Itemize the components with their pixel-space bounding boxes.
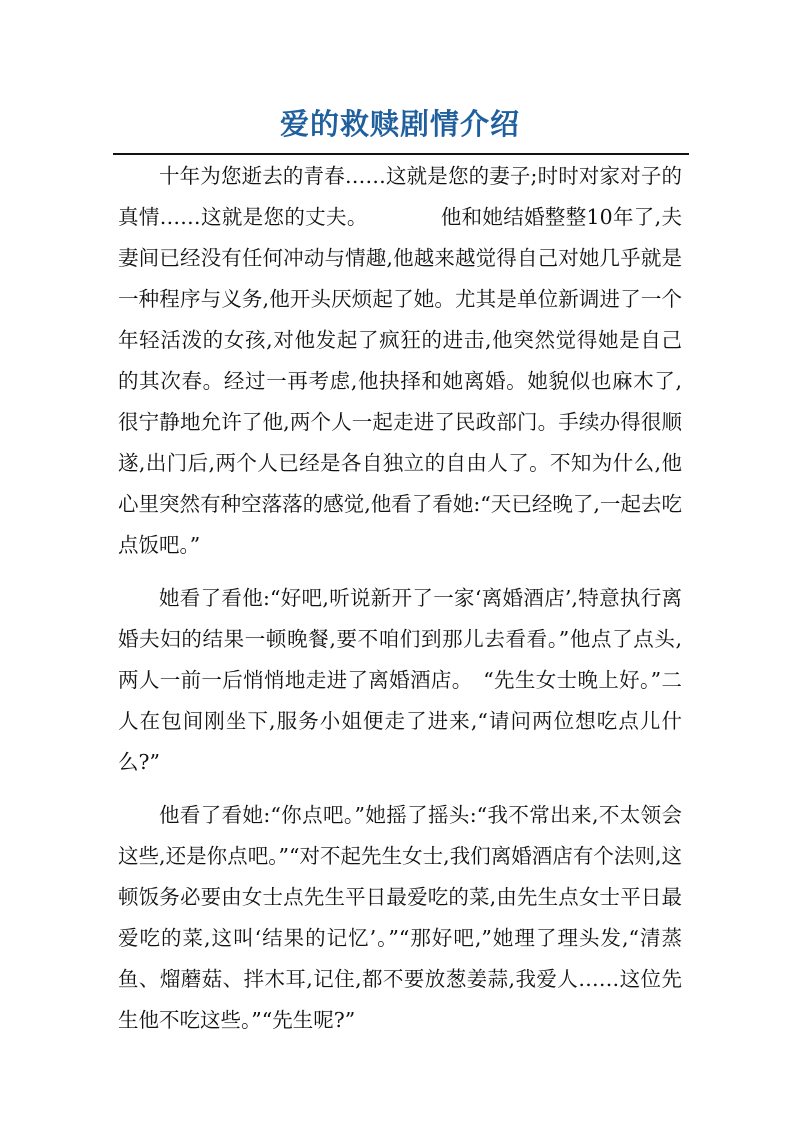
paragraph: 他看了看她:“你点吧。”她摇了摇头:“我不常出来,不太领会这些,还是你点吧。”“对不起先生女士,我们离婚酒店有个法则,这顿饭务必要由女士点先生平日最爱吃的菜,由先生点女士平日最爱吃的菜,这叫‘结果的记忆’。”“那好吧,”她理了理头发,“清蒸鱼、熘蘑菇、拌木耳,记住,都不要放葱姜蒜,我爱人……这位先生他不吃这些。”“先生呢?” — [118, 803, 682, 1032]
paragraph: 十年为您逝去的青春……这就是您的妻子;时时对家对子的真情……这就是您的丈夫。 他和她结婚整整10年了,夫妻间已经没有任何冲动与情趣,他越来越觉得自己对她几乎就是一种程序与义务,他开头厌烦起了她。尤其是单位新调进了一个年轻活泼的女孩,对他发起了疯狂的进击,他突然觉得她是自己的其次春。经过一再考虑,他抉择和她离婚。她貌似也麻木了,很宁静地允许了他,两个人一起走进了民政部门。手续办得很顺遂,出门后,两个人已经是各自独立的自由人了。不知为什么,他心里突然有种空落落的感觉,他看了看她:“天已经晚了,一起去吃点饭吧。” — [118, 164, 682, 557]
paragraph: 她看了看他:“好吧,听说新开了一家‘离婚酒店’,特意执行离婚夫妇的结果一顿晚餐,要不咱们到那儿去看看。”他点了点头,两人一前一后悄悄地走进了离婚酒店。 “先生女士晚上好。”二人在包间刚坐下,服务小姐便走了进来,“请问两位想吃点儿什么?” — [118, 586, 682, 774]
page-title: 爱的救赎剧情介绍 — [279, 107, 520, 141]
article-body — [118, 156, 682, 1053]
title-divider — [113, 153, 689, 155]
